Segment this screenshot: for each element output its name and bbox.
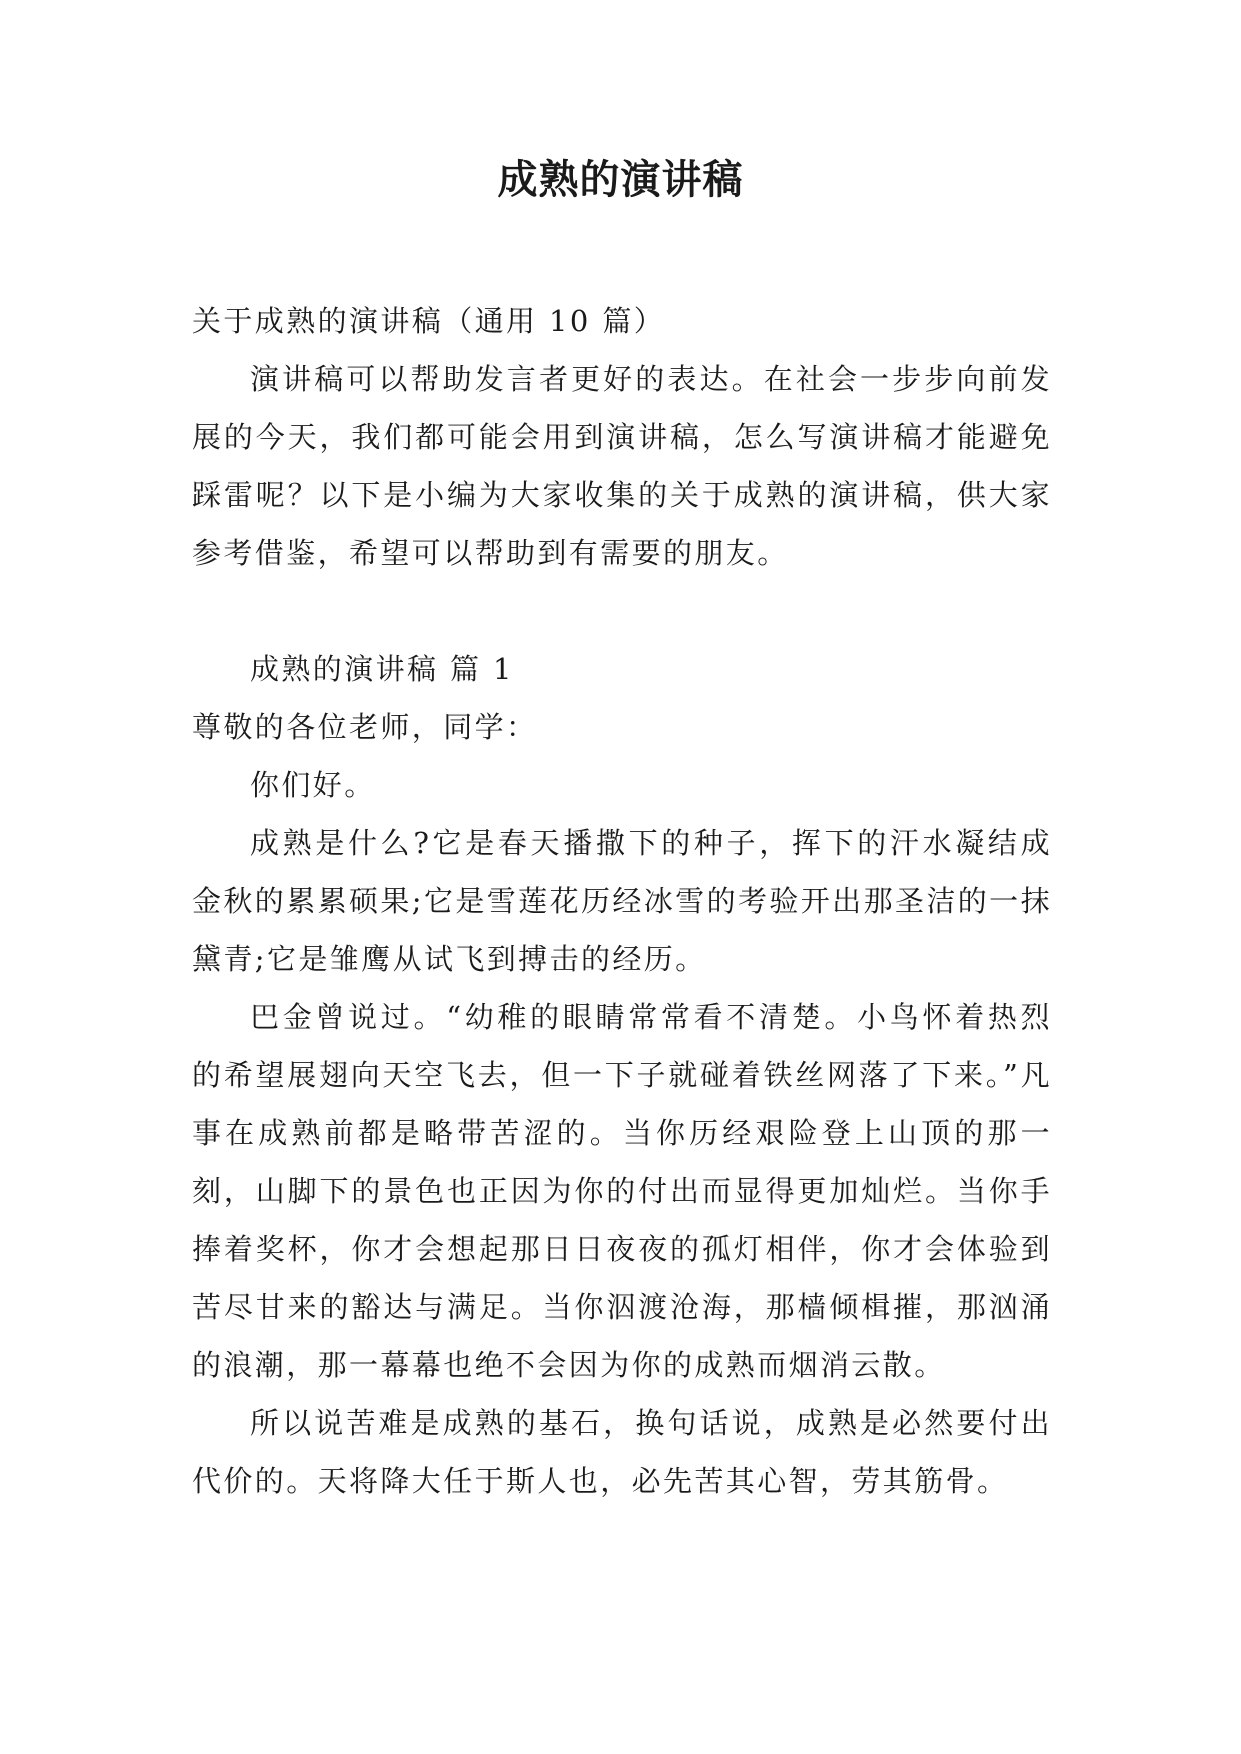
body-paragraph: 你们好。 — [250, 768, 376, 802]
body-paragraph: 所以说苦难是成熟的基石，换句话说，成熟是必然要付出代价的。天将降大任于斯人也，必先苦其心智，劳其筋骨。 — [192, 1406, 1052, 1498]
intro-paragraph: 演讲稿可以帮助发言者更好的表达。在社会一步步向前发展的今天，我们都可能会用到演讲稿，怎么写演讲稿才能避免踩雷呢？以下是小编为大家收集的关于成熟的演讲稿，供大家参考借鉴，希望可以帮助到有需要的朋友。 — [192, 362, 1052, 570]
body-paragraph: 巴金曾说过。“幼稚的眼睛常常看不清楚。小鸟怀着热烈的希望展翅向天空飞去，但一下子就碰着铁丝网落了下来。”凡事在成熟前都是略带苦涩的。当你历经艰险登上山顶的那一刻，山脚下的景色也正因为你的付出而显得更加灿烂。当你手捧着奖杯，你才会想起那日日夜夜的孤灯相伴，你才会体验到苦尽甘来的豁达与满足。当你泅渡沧海，那樯倾楫摧，那汹涌的浪潮，那一幕幕也绝不会因为你的成熟而烟消云散。 — [192, 1000, 1052, 1382]
document-title: 成熟的演讲稿 — [497, 157, 744, 203]
section-spacer — [192, 582, 1052, 640]
document-subtitle: 关于成熟的演讲稿（通用 10 篇） — [192, 304, 666, 338]
document-body — [192, 292, 1052, 1510]
salutation: 尊敬的各位老师，同学： — [192, 710, 538, 744]
article-heading: 成熟的演讲稿 篇 1 — [250, 652, 514, 686]
body-paragraph: 成熟是什么?它是春天播撒下的种子，挥下的汗水凝结成金秋的累累硕果;它是雪莲花历经冰雪的考验开出那圣洁的一抹黛青;它是雏鹰从试飞到搏击的经历。 — [192, 826, 1052, 976]
